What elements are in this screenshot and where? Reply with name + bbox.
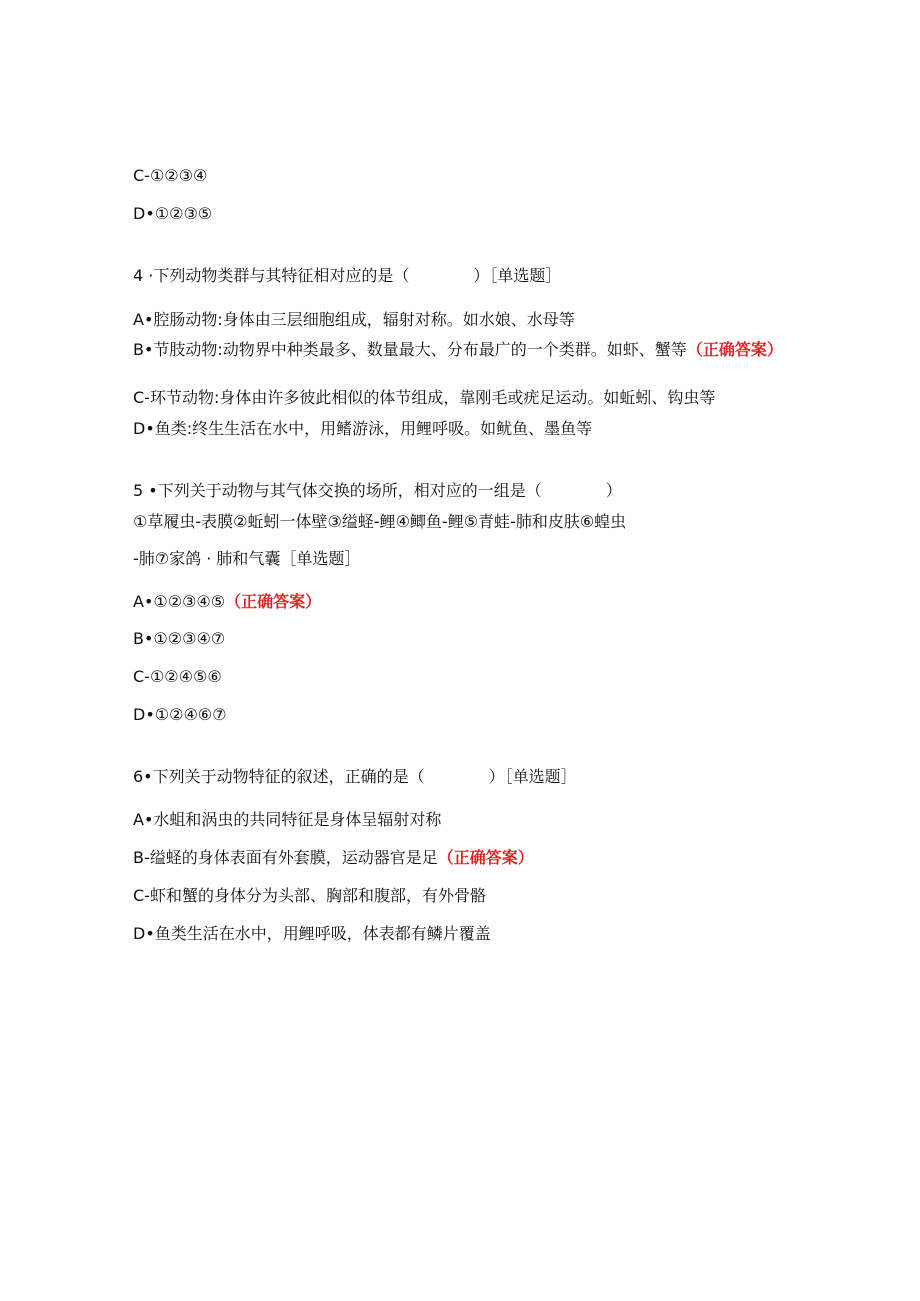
q4-option-a[interactable] <box>133 310 575 330</box>
question-4-stem <box>133 266 561 286</box>
question-text: -肺⑦家鸽 · 肺和气囊［单选题］ <box>133 549 361 568</box>
q5-option-d[interactable] <box>133 705 226 725</box>
option-text: D•鱼类:终生生活在水中，用鳍游泳，用鲤呼吸。如鱿鱼、墨鱼等 <box>133 419 593 438</box>
q4-option-b[interactable] <box>133 338 793 362</box>
option-text: D•①②③⑤ <box>133 204 213 223</box>
question-text: 4 ·下列动物类群与其特征相对应的是（ ）［单选题］ <box>133 266 562 285</box>
question-5-stem-line3 <box>133 549 360 569</box>
correct-answer-mark: （正确答案） <box>686 340 783 359</box>
q6-option-a[interactable] <box>133 810 441 830</box>
option-text: C-环节动物:身体由许多彼此相似的体节组成，靠刚毛或疣足运动。如蚯蚓、钩虫等 <box>133 388 716 407</box>
option-text: B•节肢动物:动物界中种类最多、数量最大、分布最广的一个类群。如虾、蟹等 <box>133 340 687 359</box>
question-5-stem-line2 <box>133 512 626 532</box>
question-text: 6•下列关于动物特征的叙述，正确的是（ ）［单选题］ <box>133 767 577 786</box>
q4-option-d[interactable] <box>133 419 592 439</box>
option-d-prev[interactable] <box>133 204 212 224</box>
q5-option-c[interactable] <box>133 667 222 687</box>
question-text: ①草履虫-表膜②蚯蚓一体壁③缢蛏-鲤④鲫鱼-鲤⑤青蛙-肺和皮肤⑥蝗虫 <box>133 512 627 531</box>
option-text: A•腔肠动物:身体由三层细胞组成，辐射对称。如水娘、水母等 <box>133 310 575 329</box>
question-5-stem <box>133 481 622 501</box>
option-text: B•①②③④⑦ <box>133 629 226 648</box>
correct-answer-mark: （正确答案） <box>437 848 534 867</box>
q5-option-a[interactable] <box>133 592 321 612</box>
option-text: C-虾和蟹的身体分为头部、胸部和腹部，有外骨骼 <box>133 886 486 905</box>
q4-option-c[interactable] <box>133 388 715 408</box>
q6-option-d[interactable] <box>133 924 491 944</box>
option-text: D•①②④⑥⑦ <box>133 705 227 724</box>
q6-option-b[interactable] <box>133 848 534 868</box>
correct-answer-mark: （正确答案） <box>225 592 322 611</box>
option-text: D•鱼类生活在水中，用鲤呼吸，体表都有鳞片覆盖 <box>133 924 491 943</box>
question-text: 5 •下列关于动物与其气体交换的场所，相对应的一组是（ ） <box>133 481 622 500</box>
option-text: A•①②③④⑤ <box>133 592 226 611</box>
option-text: C-①②③④ <box>133 166 208 185</box>
option-c-prev[interactable] <box>133 166 207 186</box>
q5-option-b[interactable] <box>133 629 225 649</box>
option-text: B-缢蛏的身体表面有外套膜，运动器官是足 <box>133 848 438 867</box>
q6-option-c[interactable] <box>133 886 486 906</box>
option-text: A•水蛆和涡虫的共同特征是身体呈辐射对称 <box>133 810 442 829</box>
option-text: C-①②④⑤⑥ <box>133 667 222 686</box>
question-6-stem <box>133 767 577 787</box>
